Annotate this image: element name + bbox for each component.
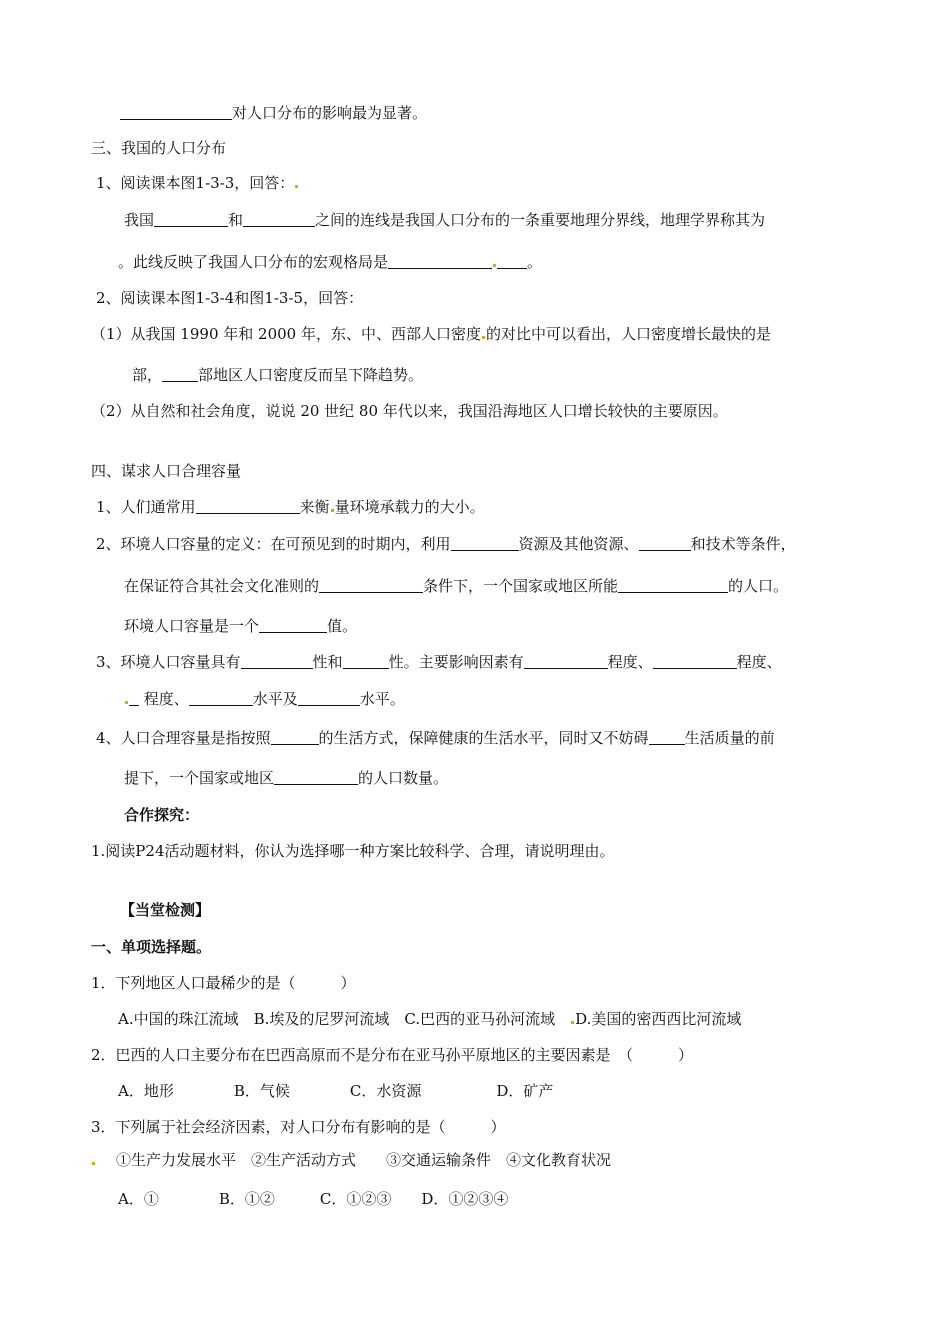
blank: [319, 576, 423, 593]
text: 我国: [124, 211, 155, 229]
cooperation-question-1: 1.阅读P24活动题材料，你认为选择哪一种方案比较科学、合理，请说明理由。: [91, 842, 615, 860]
point-2-line-b: [124, 576, 788, 596]
blank: [259, 616, 327, 633]
text: 4、人口合理容量是指按照: [96, 729, 271, 747]
text: 资源及其他资源、: [518, 535, 639, 553]
text: 程度、: [143, 690, 189, 708]
text: ①生产力发展水平 ②生产活动方式 ③交通运输条件 ④文化教育状况: [116, 1151, 612, 1169]
mc-question-3-options: A．① B．①② C．①②③ D．①②③④: [118, 1190, 509, 1208]
text: 2、环境人口容量的定义：在可预见到的时期内，利用: [96, 535, 451, 553]
section-3-heading: 三、我国的人口分布: [91, 139, 227, 157]
text: 提下，一个国家或地区: [124, 769, 275, 787]
mark-dot: [571, 1021, 574, 1024]
blank: [154, 210, 228, 227]
question-2-1-line-b: [132, 365, 423, 385]
mc-question-2-options: A．地形 B．气候 C．水资源 D．矿产: [118, 1082, 554, 1100]
text: 对人口分布的影响最为显著。: [232, 104, 428, 122]
mark-dot: [125, 701, 128, 704]
blank: [618, 576, 728, 593]
blank: [196, 497, 300, 514]
blank: [274, 768, 358, 785]
point-4-line-a: [96, 728, 775, 748]
question-1-line-b: [118, 252, 542, 272]
mc-question-2: 2．巴西的人口主要分布在巴西高原而不是分布在亚马孙平原地区的主要因素是 （ ）: [91, 1046, 694, 1064]
text: 1、阅读课本图1-3-3，回答：: [96, 174, 295, 192]
mark-dot: [295, 185, 298, 188]
point-3-line-a: [96, 652, 782, 672]
question-1: [96, 173, 299, 193]
blank: [120, 103, 232, 120]
text: 值。: [327, 617, 358, 635]
blank: [524, 652, 608, 669]
text: 生活质量的前: [684, 729, 775, 747]
blank: [649, 728, 685, 745]
mc-question-3-items: [91, 1150, 611, 1170]
blank: [189, 689, 253, 706]
blank: [639, 534, 691, 551]
text: 量环境承载力的大小。: [334, 498, 485, 516]
text: 性。主要影响因素有: [388, 653, 524, 671]
point-2-line-a: [96, 534, 796, 554]
text: 的人口数量。: [358, 769, 449, 787]
check-heading: 【当堂检测】: [120, 901, 211, 919]
text: 。此线反映了我国人口分布的宏观格局是: [118, 253, 389, 271]
point-2-line-c: [124, 616, 357, 636]
blank: [653, 652, 737, 669]
text: 部，: [132, 366, 163, 384]
text: A.中国的珠江流域 B.埃及的尼罗河流域 C.巴西的亚马孙河流域: [118, 1010, 571, 1028]
text: 在保证符合其社会文化准则的: [124, 577, 320, 595]
mc-question-1-options: [118, 1009, 741, 1029]
text: 的人口。: [728, 577, 789, 595]
question-2: 2、阅读课本图1-3-4和图1-3-5，回答：: [96, 289, 364, 307]
mark-dot: [493, 264, 496, 267]
text: （1）从我国 1990 年和 2000 年，东、中、西部人口密度: [91, 325, 481, 343]
mc-question-1: 1．下列地区人口最稀少的是（ ）: [91, 974, 356, 992]
text: 。: [527, 253, 543, 271]
text: 的生活方式，保障健康的生活水平，同时又不妨碍: [318, 729, 649, 747]
blank: [451, 534, 519, 551]
blank: [162, 365, 198, 382]
text: D.美国的密西西比河流域: [575, 1010, 742, 1028]
text: 之间的连线是我国人口分布的一条重要地理分界线，地理学界称其为: [315, 211, 766, 229]
text: 的对比中可以看出，人口密度增长最快的是: [485, 325, 771, 343]
blank: [243, 210, 315, 227]
text: 部地区人口密度反而呈下降趋势。: [198, 366, 424, 384]
mc-question-3: 3．下列属于社会经济因素，对人口分布有影响的是（ ）: [91, 1118, 506, 1136]
point-3-line-b: [124, 689, 405, 709]
text: 1、人们通常用: [96, 498, 196, 516]
text: 来衡: [299, 498, 330, 516]
single-choice-heading: 一、单项选择题。: [91, 938, 212, 956]
text: 水平。: [359, 690, 405, 708]
question-1-line-a: [124, 210, 765, 230]
text: 和技术等条件，: [690, 535, 796, 553]
mark-dot: [92, 1162, 95, 1165]
blank: [497, 252, 527, 269]
text: 性和: [312, 653, 343, 671]
question-2-2: （2）从自然和社会角度，说说 20 世纪 80 年代以来，我国沿海地区人口增长较快的主要原因。: [91, 402, 728, 420]
blank: [271, 728, 319, 745]
text: 和: [228, 211, 244, 229]
question-2-1-line-a: [91, 324, 771, 344]
mark-dot: [482, 336, 485, 339]
section-4-heading: 四、谋求人口合理容量: [91, 462, 242, 480]
text: 程度、: [607, 653, 653, 671]
blank: [343, 652, 389, 669]
cooperation-heading: 合作探究：: [124, 806, 200, 824]
blank: [298, 689, 360, 706]
mark-dot: [331, 509, 334, 512]
answer-line-1: [120, 103, 427, 123]
point-1: [96, 497, 485, 517]
text: 条件下，一个国家或地区所能: [423, 577, 619, 595]
blank: [388, 252, 492, 269]
point-4-line-b: [124, 768, 448, 788]
text: 程度、: [736, 653, 782, 671]
blank: [241, 652, 313, 669]
blank: [129, 689, 139, 706]
text: 水平及: [252, 690, 298, 708]
text: 3、环境人口容量具有: [96, 653, 241, 671]
text: 环境人口容量是一个: [124, 617, 260, 635]
